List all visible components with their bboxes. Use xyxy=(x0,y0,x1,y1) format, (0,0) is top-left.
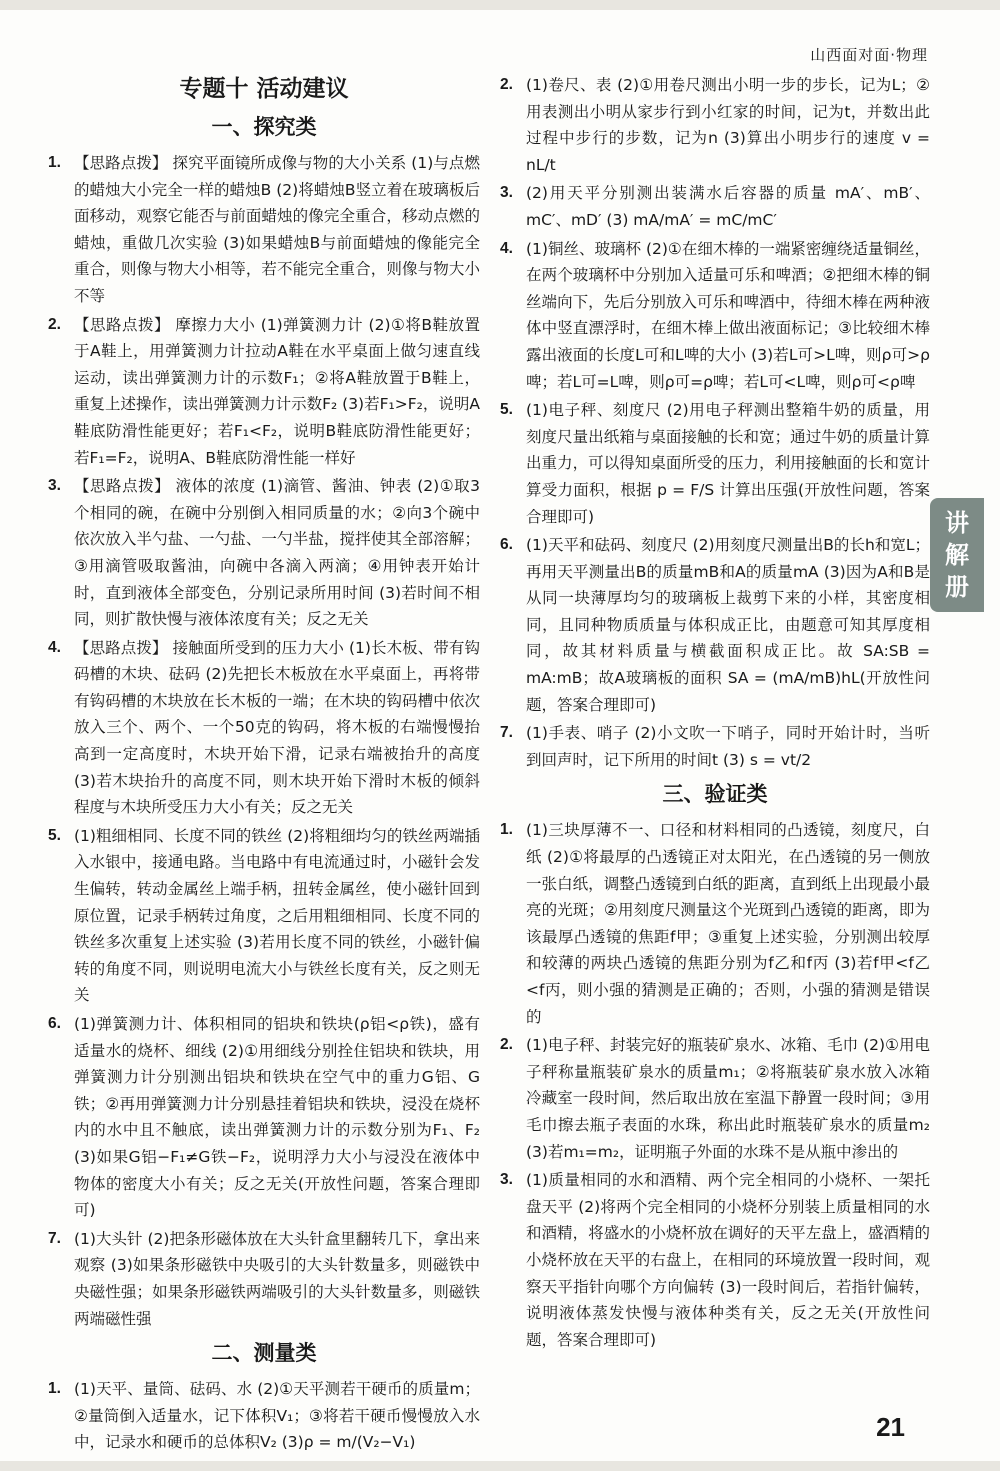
item-number: 2. xyxy=(500,1036,513,1054)
answer-item xyxy=(48,312,480,472)
item-text: (1)弹簧测力计、体积相同的铝块和铁块(ρ铝<ρ铁)，盛有适量水的烧杯、细线 (2)①用细线分别拴住铝块和铁块，用弹簧测力计分别测出铝块和铁块在空气中的重力G铝、G铁；②再用弹簧测力计分别悬挂着铝块和铁块，浸没在烧杯内的水中且不触底，读出弹簧测力计的示数分别为F₁、F₂ (3)如果G铝−F₁≠G铁−F₂，说明浮力大小与浸没在液体中物体的密度大小有关；反之无关(开放性问题，答案合理即可) xyxy=(74,1015,480,1220)
answer-item xyxy=(500,397,930,530)
measure-list-continued xyxy=(500,72,930,773)
item-number: 1. xyxy=(48,1380,61,1398)
item-number: 5. xyxy=(500,401,513,419)
item-text: (1)卷尺、表 (2)①用卷尺测出小明一步的步长，记为L；②用表测出小明从家步行到小红家的时间，记为t，并数出此过程中步行的步数，记为n (3)算出小明步行的速度 v = nL/t xyxy=(526,76,930,174)
item-text: (1)质量相同的水和酒精、两个完全相同的小烧杯、一架托盘天平 (2)将两个完全相同的小烧杯分别装上质量相同的水和酒精，将盛水的小烧杯放在调好的天平左盘上，盛酒精的小烧杯放在天平的右盘上，在相同的环境放置一段时间，观察天平指针向哪个方向偏转 (3)一段时间后，若指针偏转，说明液体蒸发快慢与液体种类有关，反之无关(开放性问题，答案合理即可) xyxy=(526,1171,930,1349)
side-tab-char: 讲 xyxy=(945,509,969,537)
page-title: 专题十 活动建议 xyxy=(179,76,349,102)
item-text: (1)天平和砝码、刻度尺 (2)用刻度尺测量出B的长h和宽L；再用天平测量出B的质量mB和A的质量mA (3)因为A和B是从同一块薄厚均匀的玻璃板上裁剪下来的小样，其密度相同，且同种物质质量与体积成正比，由题意可知其厚度相同，故其材料质量与横截面积成正比。故 SA:SB = mA:mB；故A玻璃板的面积 SA = (mA/mB)hL(开放性问题，答案合理即可) xyxy=(526,536,930,714)
item-text: (1)天平、量筒、砝码、水 (2)①天平测若干硬币的质量m；②量筒倒入适量水，记下体积V₁；③将若干硬币慢慢放入水中，记录水和硬币的总体积V₂ (3)ρ = m/(V₂−V₁) xyxy=(74,1380,480,1452)
page-bottom-edge xyxy=(0,1461,1000,1471)
answer-item xyxy=(500,720,930,773)
right-column xyxy=(500,72,930,1355)
item-number: 3. xyxy=(500,1171,513,1189)
item-text: (1)手表、哨子 (2)小文吹一下哨子，同时开始计时，当听到回声时，记下所用的时间t (3) s = vt/2 xyxy=(526,724,930,769)
answer-item xyxy=(48,823,480,1009)
item-number: 6. xyxy=(500,536,513,554)
item-number: 3. xyxy=(500,184,513,202)
item-number: 2. xyxy=(48,315,61,333)
item-text: (1)电子秤、封装完好的瓶装矿泉水、冰箱、毛巾 (2)①用电子秤称量瓶装矿泉水的质量m₁；②将瓶装矿泉水放入冰箱冷藏室一段时间，然后取出放在室温下静置一段时间；③用毛巾擦去瓶子表面的水珠，称出此时瓶装矿泉水的质量m₂ (3)若m₁=m₂，证明瓶子外面的水珠不是从瓶中渗出的 xyxy=(526,1036,930,1161)
item-text: 【思路点拨】 液体的浓度 (1)滴管、酱油、钟表 (2)①取3个相同的碗，在碗中分别倒入相同质量的水；②向3个碗中依次放入半勺盐、一勺盐、一勺半盐，搅拌使其全部溶解；③用滴管吸取酱油，向碗中各滴入两滴；④用钟表开始计时，直到液体全部变色，分别记录所用时间 (3)若时间不相同，则扩散快慢与液体浓度有关；反之无关 xyxy=(74,477,480,629)
item-number: 7. xyxy=(48,1229,61,1247)
explore-list xyxy=(48,150,480,1332)
answer-item xyxy=(500,236,930,396)
answer-item xyxy=(500,817,930,1030)
answer-item xyxy=(48,1376,480,1456)
item-number: 7. xyxy=(500,724,513,742)
answer-item xyxy=(500,180,930,233)
answer-item xyxy=(48,1011,480,1224)
side-tab-char: 册 xyxy=(945,573,969,601)
section-heading-explore: 一、探究类 xyxy=(211,115,317,139)
item-number: 1. xyxy=(48,154,61,171)
answer-item xyxy=(500,1032,930,1165)
item-number: 4. xyxy=(48,638,61,656)
item-number: 3. xyxy=(48,477,61,495)
left-column xyxy=(48,72,480,1458)
item-text: (1)粗细相同、长度不同的铁丝 (2)将粗细均匀的铁丝两端插入水银中，接通电路。当电路中有电流通过时，小磁针会发生偏转，转动金属丝上端手柄，扭转金属丝，使小磁针回到原位置，记录手柄转过角度，之后用粗细相同、长度不同的铁丝多次重复上述实验 (3)若用长度不同的铁丝，小磁针偏转的角度不同，则说明电流大小与铁丝长度有关，反之则无关 xyxy=(74,826,480,1005)
answer-item xyxy=(48,1226,480,1332)
verify-list xyxy=(500,817,930,1353)
answer-item xyxy=(500,532,930,718)
item-number: 1. xyxy=(500,821,513,839)
item-text: (1)大头针 (2)把条形磁体放在大头针盒里翻转几下，拿出来观察 (3)如果条形磁铁中央吸引的大头针数量多，则磁铁中央磁性强；如果条形磁铁两端吸引的大头针数量多，则磁铁两端磁性强 xyxy=(74,1229,480,1328)
side-tab-char: 解 xyxy=(945,541,969,569)
page-number: 21 xyxy=(876,1412,905,1442)
item-text: 【思路点拨】 摩擦力大小 (1)弹簧测力计 (2)①将B鞋放置于A鞋上，用弹簧测力计拉动A鞋在水平桌面上做匀速直线运动，读出弹簧测力计的示数F₁；②将A鞋放置于B鞋上，重复上述操作，读出弹簧测力计示数F₂ (3)若F₁>F₂，说明A鞋底防滑性能更好；若F₁<F₂，说明B鞋底防滑性能更好；若F₁=F₂，说明A、B鞋底防滑性能一样好 xyxy=(74,315,480,467)
item-text: (2)用天平分别测出装满水后容器的质量 mA′、mB′、mC′、mD′ (3) mA/mA′ = mC/mC′ xyxy=(526,184,930,229)
item-number: 4. xyxy=(500,239,513,257)
answer-item xyxy=(48,635,480,821)
item-text: (1)电子秤、刻度尺 (2)用电子秤测出整箱牛奶的质量，用刻度尺量出纸箱与桌面接触的长和宽；通过牛奶的质量计算出重力，可以得知桌面所受的压力，利用接触面的长和宽计算受力面积，根据 p = F/S 计算出压强(开放性问题，答案合理即可) xyxy=(526,401,930,526)
answer-item xyxy=(48,150,480,310)
item-number: 6. xyxy=(48,1015,61,1032)
item-text: 【思路点拨】 接触面所受到的压力大小 (1)长木板、带有钩码槽的木块、砝码 (2)先把长木板放在水平桌面上，再将带有钩码槽的木块放在长木板的一端；在木块的钩码槽中依次放入三个、两个、一个50克的钩码，将木板的右端慢慢抬高到一定高度时，木块开始下滑，记录右端被抬升的高度 (3)若木块抬升的高度不同，则木块开始下滑时木板的倾斜程度与木块所受压力大小有关；反之无关 xyxy=(74,638,480,817)
item-text: (1)三块厚薄不一、口径和材料相同的凸透镜，刻度尺，白纸 (2)①将最厚的凸透镜正对太阳光，在凸透镜的另一侧放一张白纸，调整凸透镜到白纸的距离，直到纸上出现最小最亮的光斑；②用刻度尺测量这个光斑到凸透镜的距离，即为该最厚凸透镜的焦距f甲；③重复上述实验，分别测出较厚和较薄的两块凸透镜的焦距分别为f乙和f丙 (3)若f甲<f乙<f丙，则小强的猜测是正确的；否则，小强的猜测是错误的 xyxy=(526,821,930,1026)
section-heading-measure: 二、测量类 xyxy=(211,1341,317,1366)
item-text: 【思路点拨】 探究平面镜所成像与物的大小关系 (1)与点燃的蜡烛大小完全一样的蜡烛B (2)将蜡烛B竖立着在玻璃板后面移动，观察它能否与前面蜡烛的像完全重合，移动点燃的蜡烛，重做几次实验 (3)如果蜡烛B与前面蜡烛的像能完全重合，则像与物大小相等，若不能完全重合，则像与物大小不等 xyxy=(74,154,480,305)
page-top-edge xyxy=(0,0,1000,10)
item-text: (1)铜丝、玻璃杯 (2)①在细木棒的一端紧密缠绕适量铜丝，在两个玻璃杯中分别加入适量可乐和啤酒；②把细木棒的铜丝端向下，先后分别放入可乐和啤酒中，待细木棒在两种液体中竖直漂浮时，在细木棒上做出液面标记；③比较细木棒露出液面的长度L可和L啤的大小 (3)若L可>L啤，则ρ可>ρ啤；若L可=L啤，则ρ可=ρ啤；若L可<L啤，则ρ可<ρ啤 xyxy=(526,239,930,391)
item-number: 5. xyxy=(48,826,61,844)
section-heading-verify: 三、验证类 xyxy=(662,782,768,807)
running-header: 山西面对面·物理 xyxy=(810,46,928,64)
answer-item xyxy=(500,72,930,178)
answer-item xyxy=(48,473,480,633)
side-tab xyxy=(930,498,984,612)
item-number: 2. xyxy=(500,76,513,93)
answer-item xyxy=(500,1167,930,1353)
measure-list xyxy=(48,1376,480,1456)
